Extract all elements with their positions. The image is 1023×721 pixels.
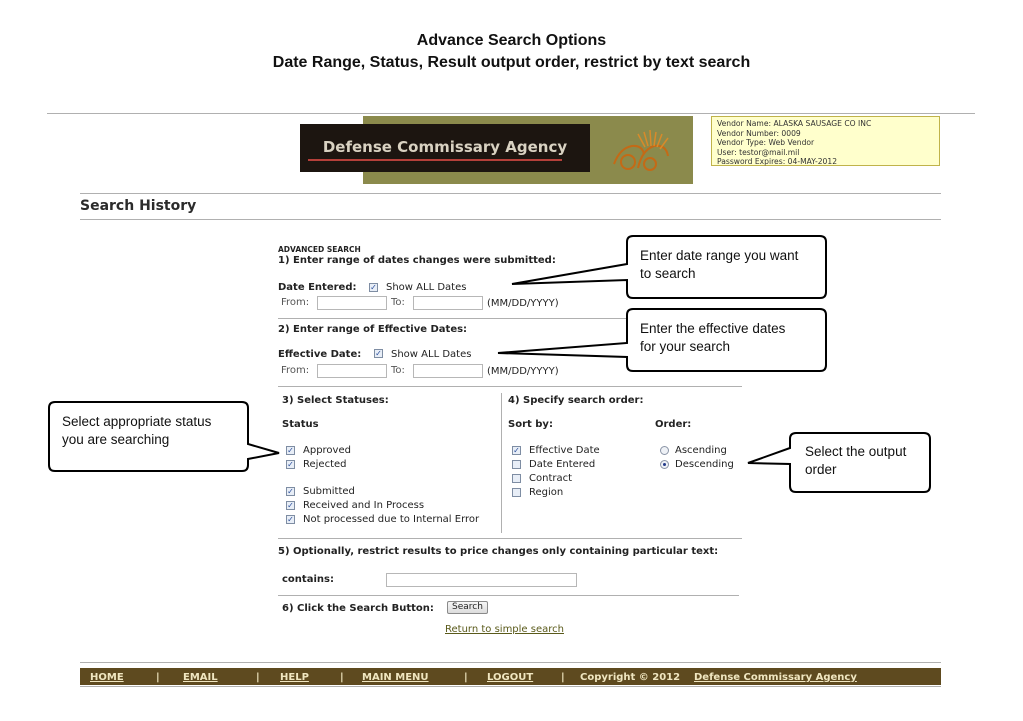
- doc-title-line1: Advance Search Options: [416, 32, 607, 49]
- vendor-name: Vendor Name: ALASKA SAUSAGE CO INC: [717, 119, 872, 128]
- callout-text: Enter the effective dates: [640, 321, 786, 336]
- page-title: Search History: [80, 198, 197, 214]
- divider: [80, 686, 941, 687]
- to-label: To:: [391, 365, 405, 376]
- footer-main-menu-link[interactable]: MAIN MENU: [362, 672, 429, 683]
- callout-status: [62, 413, 211, 449]
- contains-label: contains:: [282, 574, 334, 585]
- footer-copyright: Copyright © 2012: [580, 672, 681, 683]
- status-rejected-label: Rejected: [303, 459, 347, 470]
- advanced-search-header: ADVANCED SEARCH: [278, 245, 361, 254]
- vendor-type: Vendor Type: Web Vendor: [717, 138, 815, 148]
- step6-heading: 6) Click the Search Button:: [282, 603, 434, 614]
- show-all-effective-dates-label: Show ALL Dates: [391, 349, 472, 360]
- footer-email-link[interactable]: EMAIL: [183, 672, 218, 683]
- show-all-dates-label: Show ALL Dates: [386, 282, 467, 293]
- footer-agency-link[interactable]: Defense Commissary Agency: [694, 672, 857, 683]
- status-not-processed-label: Not processed due to Internal Error: [303, 514, 480, 525]
- sort-date-entered-label: Date Entered: [529, 459, 596, 470]
- sort-by-header: Sort by:: [508, 419, 553, 430]
- step1-heading: 1) Enter range of dates changes were submitted:: [278, 255, 556, 266]
- callout-text: for your search: [640, 339, 731, 354]
- footer-separator: |: [561, 672, 565, 683]
- date-format-hint: (MM/DD/YYYY): [487, 298, 559, 309]
- callout-order: [805, 443, 906, 479]
- footer-separator: |: [464, 672, 468, 683]
- effective-date-label: Effective Date:: [278, 349, 362, 360]
- status-received-label: Received and In Process: [303, 500, 425, 511]
- footer-logout-link[interactable]: LOGOUT: [487, 672, 534, 683]
- step5-heading: 5) Optionally, restrict results to price changes only containing particular text:: [278, 546, 719, 557]
- status-approved-label: Approved: [303, 445, 351, 456]
- divider: [80, 662, 941, 663]
- date-format-hint: (MM/DD/YYYY): [487, 366, 559, 377]
- footer-separator: |: [340, 672, 344, 683]
- callout-date-range: [640, 247, 798, 283]
- footer-help-link[interactable]: HELP: [280, 672, 309, 683]
- sort-contract-label: Contract: [529, 473, 573, 484]
- callout-text: you are searching: [62, 432, 170, 447]
- order-header: Order:: [655, 419, 692, 430]
- callout-text: to search: [640, 266, 696, 281]
- vendor-number: Vendor Number: 0009: [717, 128, 801, 138]
- sort-region-label: Region: [529, 487, 564, 498]
- doc-title-line2: Date Range, Status, Result output order, restrict by text search: [272, 54, 751, 71]
- order-descending-label: Descending: [675, 459, 734, 470]
- from-label: From:: [281, 365, 310, 376]
- callout-text: Select the output: [805, 444, 907, 459]
- step4-heading: 4) Specify search order:: [508, 395, 644, 406]
- footer-bar: [80, 668, 941, 685]
- date-entered-label: Date Entered:: [278, 282, 357, 293]
- callout-effective: [640, 320, 785, 356]
- footer-home-link[interactable]: HOME: [90, 672, 124, 683]
- return-simple-search-link[interactable]: Return to simple search: [445, 624, 564, 635]
- footer-separator: |: [156, 672, 160, 683]
- callout-text: Enter date range you want: [640, 248, 799, 263]
- search-button[interactable]: Search: [447, 601, 488, 614]
- status-header: Status: [282, 419, 319, 430]
- footer-separator: |: [256, 672, 260, 683]
- from-label: From:: [281, 297, 310, 308]
- vendor-user: User: testor@mail.mil: [717, 147, 800, 157]
- callout-text: order: [805, 462, 837, 477]
- order-ascending-label: Ascending: [675, 445, 727, 456]
- step3-heading: 3) Select Statuses:: [282, 395, 389, 406]
- password-expiry: Password Expires: 04-MAY-2012: [717, 157, 838, 167]
- callout-text: Select appropriate status: [62, 414, 212, 429]
- sort-effective-date-label: Effective Date: [529, 445, 600, 456]
- step2-heading: 2) Enter range of Effective Dates:: [278, 324, 468, 335]
- status-submitted-label: Submitted: [303, 486, 355, 497]
- to-label: To:: [391, 297, 405, 308]
- agency-banner-text: Defense Commissary Agency: [322, 138, 568, 156]
